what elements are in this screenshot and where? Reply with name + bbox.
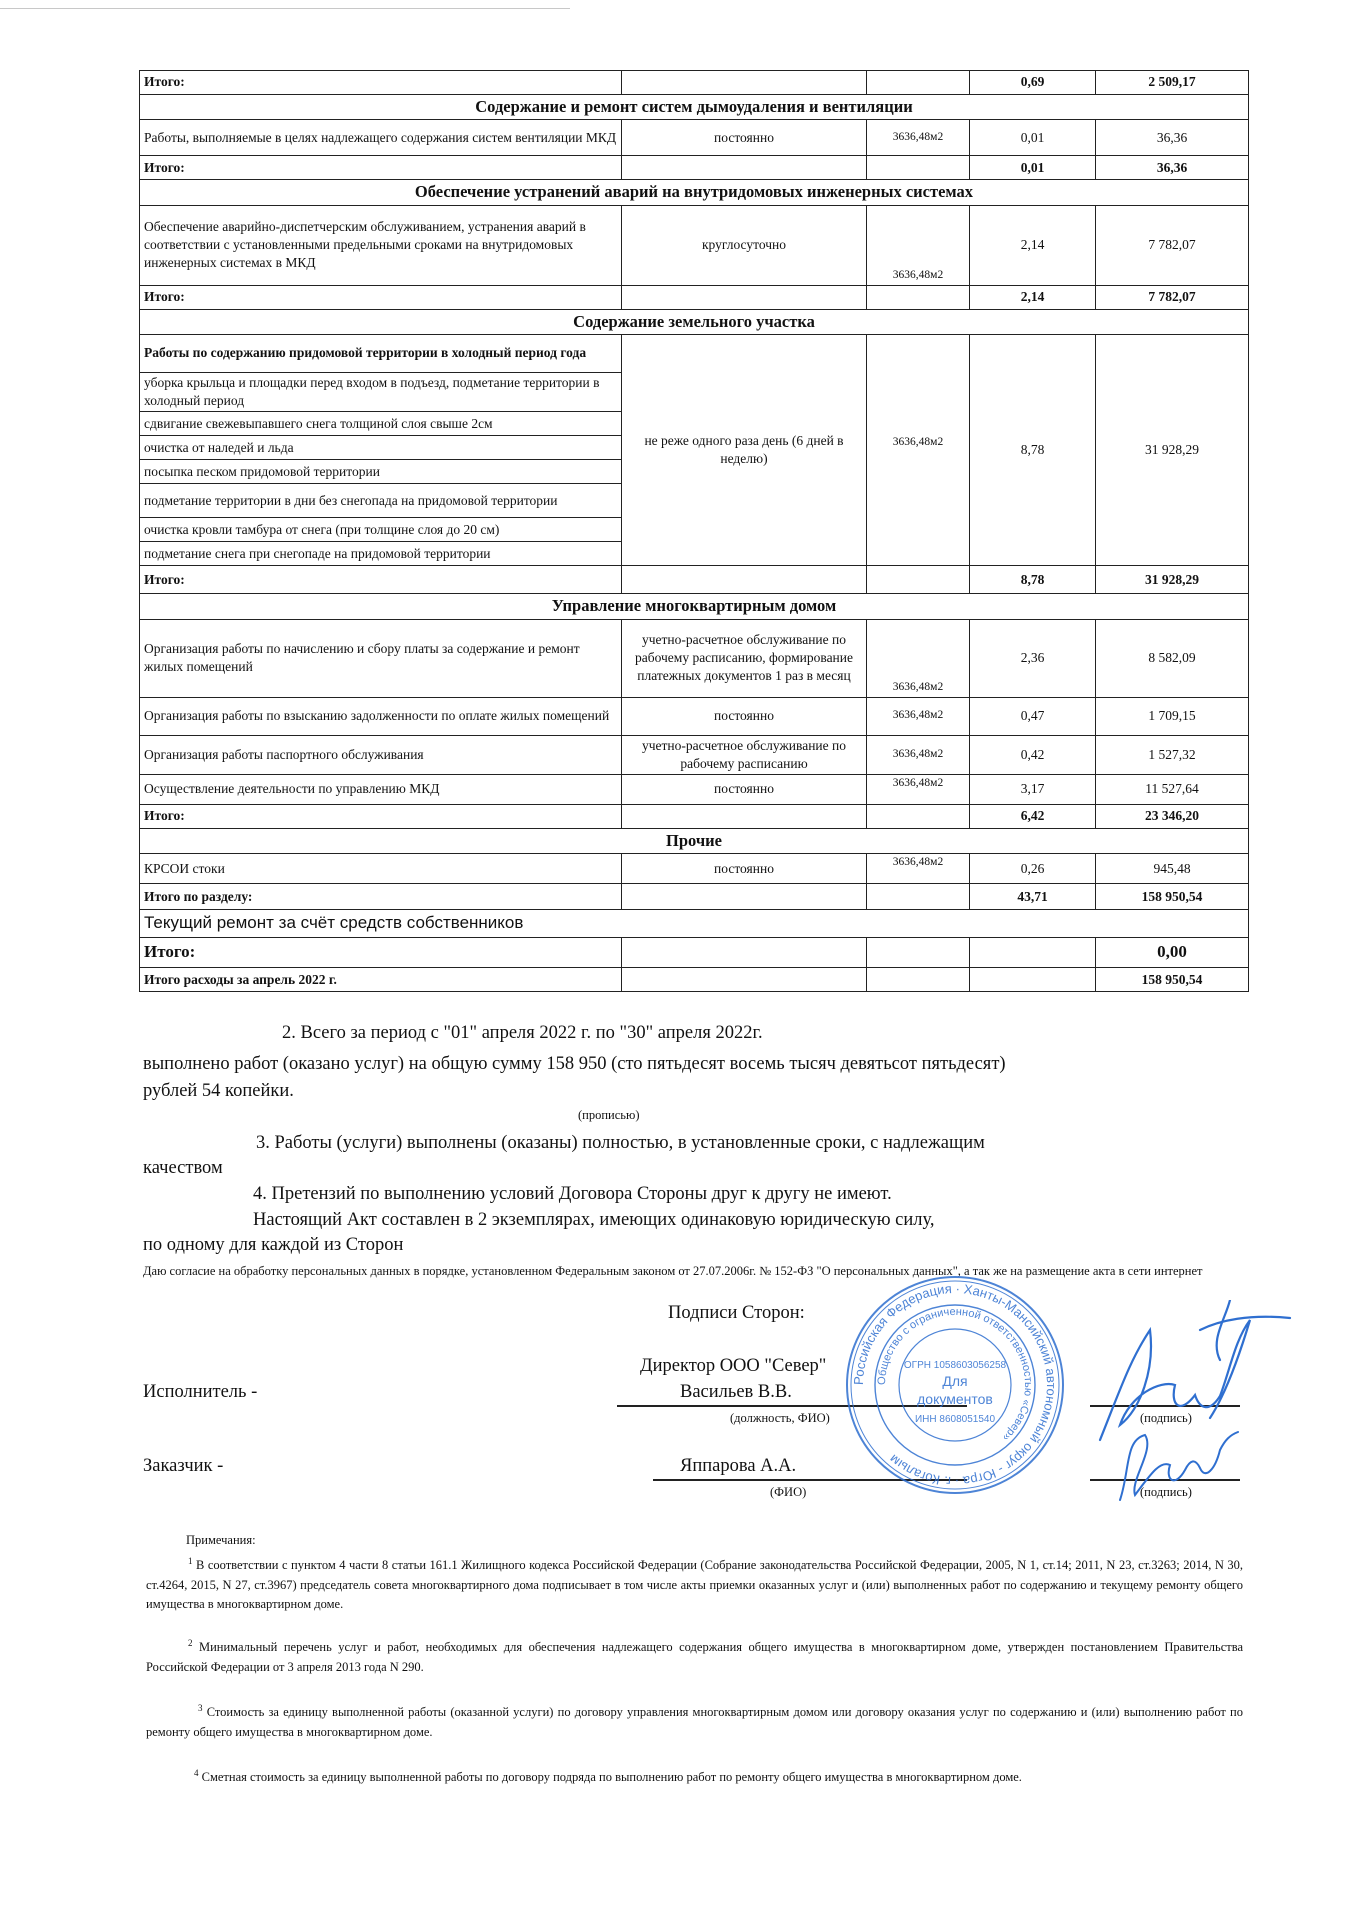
work-unit: 3636,48м2 [867,774,970,804]
table-row [140,854,1249,884]
paragraph-4: 4. Претензий по выполнению условий Договора Стороны друг к другу не имеют. [253,1184,892,1204]
signature-stroke [1120,1432,1238,1500]
table-row [140,71,1249,95]
table-row [140,884,1249,910]
work-sum: 31 928,29 [1096,334,1249,565]
propisyu-hint: (прописью) [578,1108,640,1122]
work-unit: 3636,48м2 [867,854,970,884]
list-item: сдвигание свежевыпавшего снега толщиной слоя свыше 2см [140,412,622,436]
work-unit: 3636,48м2 [867,205,970,285]
signatures-title: Подписи Сторон: [668,1303,805,1323]
work-unit: 3636,48м2 [867,697,970,735]
work-sum: 7 782,07 [1096,205,1249,285]
note-4-text: Сметная стоимость за единицу выполненной работы по договору подряда по выполнению работ по ремонту общего имущества в многоквартирном доме. [201,1770,1022,1785]
work-unit: 3636,48м2 [867,334,970,565]
work-period: постоянно [622,854,867,884]
work-name: Работы, выполняемые в целях надлежащего содержания систем вентиляции МКД [140,120,622,156]
total-label: Итого: [140,804,622,828]
seal-ring-text: Российская Федерация · Ханты-Мансийский автономный округ - Югра · г. Когалым [850,1280,1060,1490]
work-unit: 3636,48м2 [867,619,970,697]
executor-sign-hint: (подпись) [1140,1411,1192,1425]
total-label: Итого: [140,71,622,95]
total-sum: 2 509,17 [1096,71,1249,95]
paragraph-2-line3: рублей 54 копейки. [143,1081,294,1101]
note-1-text: В соответствии с пунктом 4 части 8 статьи 161.1 Жилищного кодекса Российской Федерации (Собрание законодательства Российской Федерации, 2005, N 1, ст.14; 2011, N 23, ст.3263; 2014, N 30, ст.4264, 2015, N 27, ст.3967) председатель совета многоквартирного дома подписывает в том числе акты приемки оказанных услуг и (или) выполненных работ по содержанию и текущему ремонту общего имущества в многоквартирном доме. [146,1558,1244,1611]
table-row [140,619,1249,697]
work-name: Организация работы по взысканию задолженности по оплате жилых помещений [140,697,622,735]
list-item: подметание снега при снегопаде на придомовой территории [140,542,622,566]
table-row [140,774,1249,804]
top-rule [0,8,570,9]
table-row [140,938,1249,968]
note-1: $^1$ В соответствии с пунктом 4 части 8 статьи 161.1 Жилищного кодекса Российской Федерации (Собрание законодательства Российской Федерации, 2005, N 1, ст.14; 2011, N 23, ст.3263; 2014, N 30, ст.4264, 2015, N 27, ст.3967) председатель совета многоквартирного дома подписывает в том числе акты приемки оказанных услуг и (или) выполненных работ по содержанию и текущему ремонту общего имущества в многоквартирном доме. [146,1556,1244,1611]
table-row [140,156,1249,180]
work-sum: 11 527,64 [1096,774,1249,804]
work-sum: 8 582,09 [1096,619,1249,697]
work-sum: 1 527,32 [1096,735,1249,774]
work-rate: 0,26 [970,854,1096,884]
customer-signature [1100,1420,1240,1510]
repair-total-label: Итого: [140,938,622,968]
company-seal [840,1270,1070,1500]
work-period: учетно-расчетное обслуживание по рабочему расписанию, формирование платежных документов 1 раз в месяц [622,619,867,697]
work-rate: 0,47 [970,697,1096,735]
table-row [140,697,1249,735]
list-item: уборка крыльца и площадки перед входом в подъезд, подметание территории в холодный период [140,372,622,411]
signature-stroke [1100,1300,1290,1440]
list-item: очистка от наледей и льда [140,436,622,460]
seal-center-2: документов [917,1391,993,1407]
work-name: Осуществление деятельности по управлению МКД [140,774,622,804]
paragraph-5-line1: Настоящий Акт составлен в 2 экземплярах, имеющих одинаковую юридическую силу, [253,1210,935,1230]
total-sum: 31 928,29 [1096,566,1249,594]
table-row [140,804,1249,828]
section-title: Содержание и ремонт систем дымоудаления и вентиляции [140,95,1249,120]
customer-label: Заказчик - [143,1456,224,1476]
works-table [139,70,1249,992]
work-period: не реже одного раза день (6 дней в неделю) [622,334,867,565]
table-row [140,968,1249,992]
note-3: $^3$ Стоимость за единицу выполненной работы (оказанной услуги) по договору управления многоквартирным домом или договору оказания услуг по содержанию и (или) выполнению работ по ремонту общего имущества в многоквартирном доме. [146,1703,1243,1739]
total-rate: 8,78 [970,566,1096,594]
section-total-rate: 43,71 [970,884,1096,910]
seal-inner-text: Общество с ограниченной ответственностью «Север» [875,1305,1035,1444]
grand-total-label: Итого расходы за апрель 2022 г. [140,968,622,992]
section-title: Обеспечение устранений аварий на внутридомовых инженерных системах [140,180,1249,205]
table-row [140,205,1249,285]
seal-inn: ИНН 8608051540 [914,1414,996,1425]
work-rate: 8,78 [970,334,1096,565]
table-row [140,566,1249,594]
total-sum: 23 346,20 [1096,804,1249,828]
executor-label: Исполнитель - [143,1382,258,1402]
work-period: постоянно [622,697,867,735]
work-sum: 1 709,15 [1096,697,1249,735]
work-sum: 36,36 [1096,120,1249,156]
paragraph-3-line1: 3. Работы (услуги) выполнены (оказаны) полностью, в установленные сроки, с надлежащим [256,1133,985,1153]
customer-hint: (ФИО) [770,1485,807,1499]
total-rate: 0,69 [970,71,1096,95]
total-rate: 6,42 [970,804,1096,828]
executor-hint: (должность, ФИО) [730,1411,830,1425]
customer-sign-hint: (подпись) [1140,1485,1192,1499]
list-item: посыпка песком придомовой территории [140,460,622,484]
section-total-sum: 158 950,54 [1096,884,1249,910]
total-label: Итого: [140,285,622,309]
table-row [140,735,1249,774]
work-period: постоянно [622,120,867,156]
work-unit: 3636,48м2 [867,120,970,156]
work-period: учетно-расчетное обслуживание по рабочему расписанию [622,735,867,774]
paragraph-2-line2: выполнено работ (оказано услуг) на общую сумму 158 950 (сто пятьдесят восемь тысяч девятьсот пятьдесят) [143,1054,1006,1074]
work-name: Организация работы паспортного обслуживания [140,735,622,774]
work-period: круглосуточно [622,205,867,285]
seal-center-1: Для [942,1373,968,1389]
work-unit: 3636,48м2 [867,735,970,774]
executor-name: Васильев В.В. [680,1382,792,1402]
work-sum: 945,48 [1096,854,1249,884]
work-rate: 0,01 [970,120,1096,156]
work-period: постоянно [622,774,867,804]
total-label: Итого: [140,156,622,180]
repair-title: Текущий ремонт за счёт средств собственников [140,910,1249,938]
group-header: Работы по содержанию придомовой территории в холодный период года [140,334,622,372]
executor-position: Директор ООО "Север" [640,1356,827,1376]
section-title: Прочие [140,828,1249,853]
customer-name: Яппарова А.А. [680,1456,797,1476]
work-rate: 0,42 [970,735,1096,774]
section-title: Содержание земельного участка [140,309,1249,334]
work-rate: 2,14 [970,205,1096,285]
total-rate: 2,14 [970,285,1096,309]
repair-total-sum: 0,00 [1096,938,1249,968]
section-total-label: Итого по разделу: [140,884,622,910]
table-row [140,120,1249,156]
work-rate: 2,36 [970,619,1096,697]
notes-title: Примечания: [186,1533,256,1547]
total-label: Итого: [140,566,622,594]
section-title: Управление многоквартирным домом [140,594,1249,619]
grand-total-sum: 158 950,54 [1096,968,1249,992]
paragraph-2-line1: 2. Всего за период с "01" апреля 2022 г. по "30" апреля 2022г. [282,1023,763,1043]
paragraph-5-line2: по одному для каждой из Сторон [143,1235,404,1255]
paragraph-3-line2: качеством [143,1158,223,1178]
list-item: подметание территории в дни без снегопада на придомовой территории [140,484,622,518]
work-name: Организация работы по начислению и сбору платы за содержание и ремонт жилых помещений [140,619,622,697]
note-3-text: Стоимость за единицу выполненной работы (оказанной услуги) по договору управления многоквартирным домом или договору оказания услуг по содержанию и (или) выполнению работ по ремонту общего имущества в многоквартирном доме. [146,1705,1243,1739]
work-name: КРСОИ стоки [140,854,622,884]
consent-text: Даю согласие на обработку персональных данных в порядке, установленном Федеральным законом от 27.07.2006г. № 152-ФЗ "О персональных данных", а так же на размещение акта в сети интернет [143,1264,1203,1278]
note-2: $^2$ Минимальный перечень услуг и работ, необходимых для обеспечения надлежащего содержания общего имущества в многоквартирном доме, утвержден постановлением Правительства Российской Федерации от 3 апреля 2013 года N 290. [146,1638,1244,1674]
list-item: очистка кровли тамбура от снега (при толщине слоя до 20 см) [140,518,622,542]
note-2-text: Минимальный перечень услуг и работ, необходимых для обеспечения надлежащего содержания общего имущества в многоквартирном доме, утвержден постановлением Правительства Российской Федерации от 3 апреля 2013 года N 290. [146,1640,1244,1674]
work-name: Обеспечение аварийно-диспетчерским обслуживанием, устранения аварий в соответствии с установленными предельными сроками на внутридомовых инженерных системах в МКД [140,205,622,285]
total-sum: 36,36 [1096,156,1249,180]
seal-ogrn: ОГРН 1058603056258 [903,1360,1007,1371]
note-4: $^4$ Сметная стоимость за единицу выполненной работы по договору подряда по выполнению работ по ремонту общего имущества в многоквартирном доме. [194,1768,1022,1785]
total-rate: 0,01 [970,156,1096,180]
total-sum: 7 782,07 [1096,285,1249,309]
table-row [140,285,1249,309]
table-row [140,334,1249,372]
work-rate: 3,17 [970,774,1096,804]
